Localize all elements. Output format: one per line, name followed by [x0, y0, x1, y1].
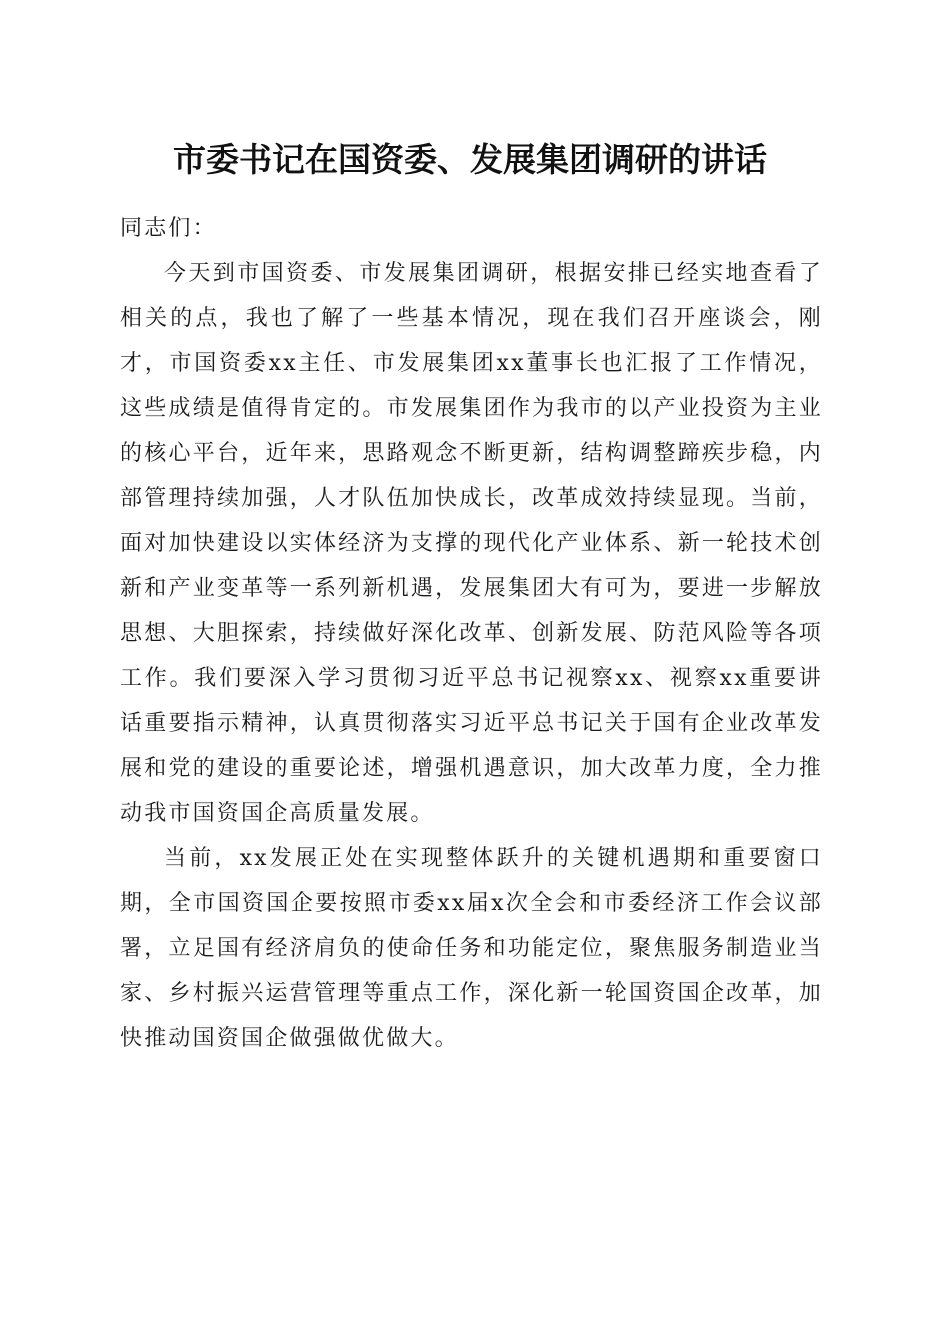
paragraph-2: 当前，xx发展正处在实现整体跃升的关键机遇期和重要窗口期，全市国资国企要按照市委xx届x次全会和市委经济工作会议部署，立足国有经济肩负的使命任务和功能定位，聚焦服务制造业当家、乡村振兴运营管理等重点工作，深化新一轮国资国企改革，加快推动国资国企做强做优做大。 [120, 846, 823, 1051]
paragraph-1: 今天到市国资委、市发展集团调研，根据安排已经实地查看了相关的点，我也了解了一些基本情况，现在我们召开座谈会，刚才，市国资委xx主任、市发展集团xx董事长也汇报了工作情况，这些成绩是值得肯定的。市发展集团作为我市的以产业投资为主业的核心平台，近年来，思路观念不断更新，结构调整蹄疾步稳，内部管理持续加强，人才队伍加快成长，改革成效持续显现。当前，面对加快建设以实体经济为支撑的现代化产业体系、新一轮技术创新和产业变革等一系列新机遇，发展集团大有可为，要进一步解放思想、大胆探索，持续做好深化改革、创新发展、防范风险等各项工作。我们要深入学习贯彻习近平总书记视察xx、视察xx重要讲话重要指示精神，认真贯彻落实习近平总书记关于国有企业改革发展和党的建设的重要论述，增强机遇意识，加大改革力度，全力推动我市国资国企高质量发展。 [120, 261, 823, 826]
document-title: 市委书记在国资委、发展集团调研的讲话 [173, 140, 767, 179]
document-body [120, 206, 823, 1061]
salutation: 同志们： [120, 216, 217, 241]
